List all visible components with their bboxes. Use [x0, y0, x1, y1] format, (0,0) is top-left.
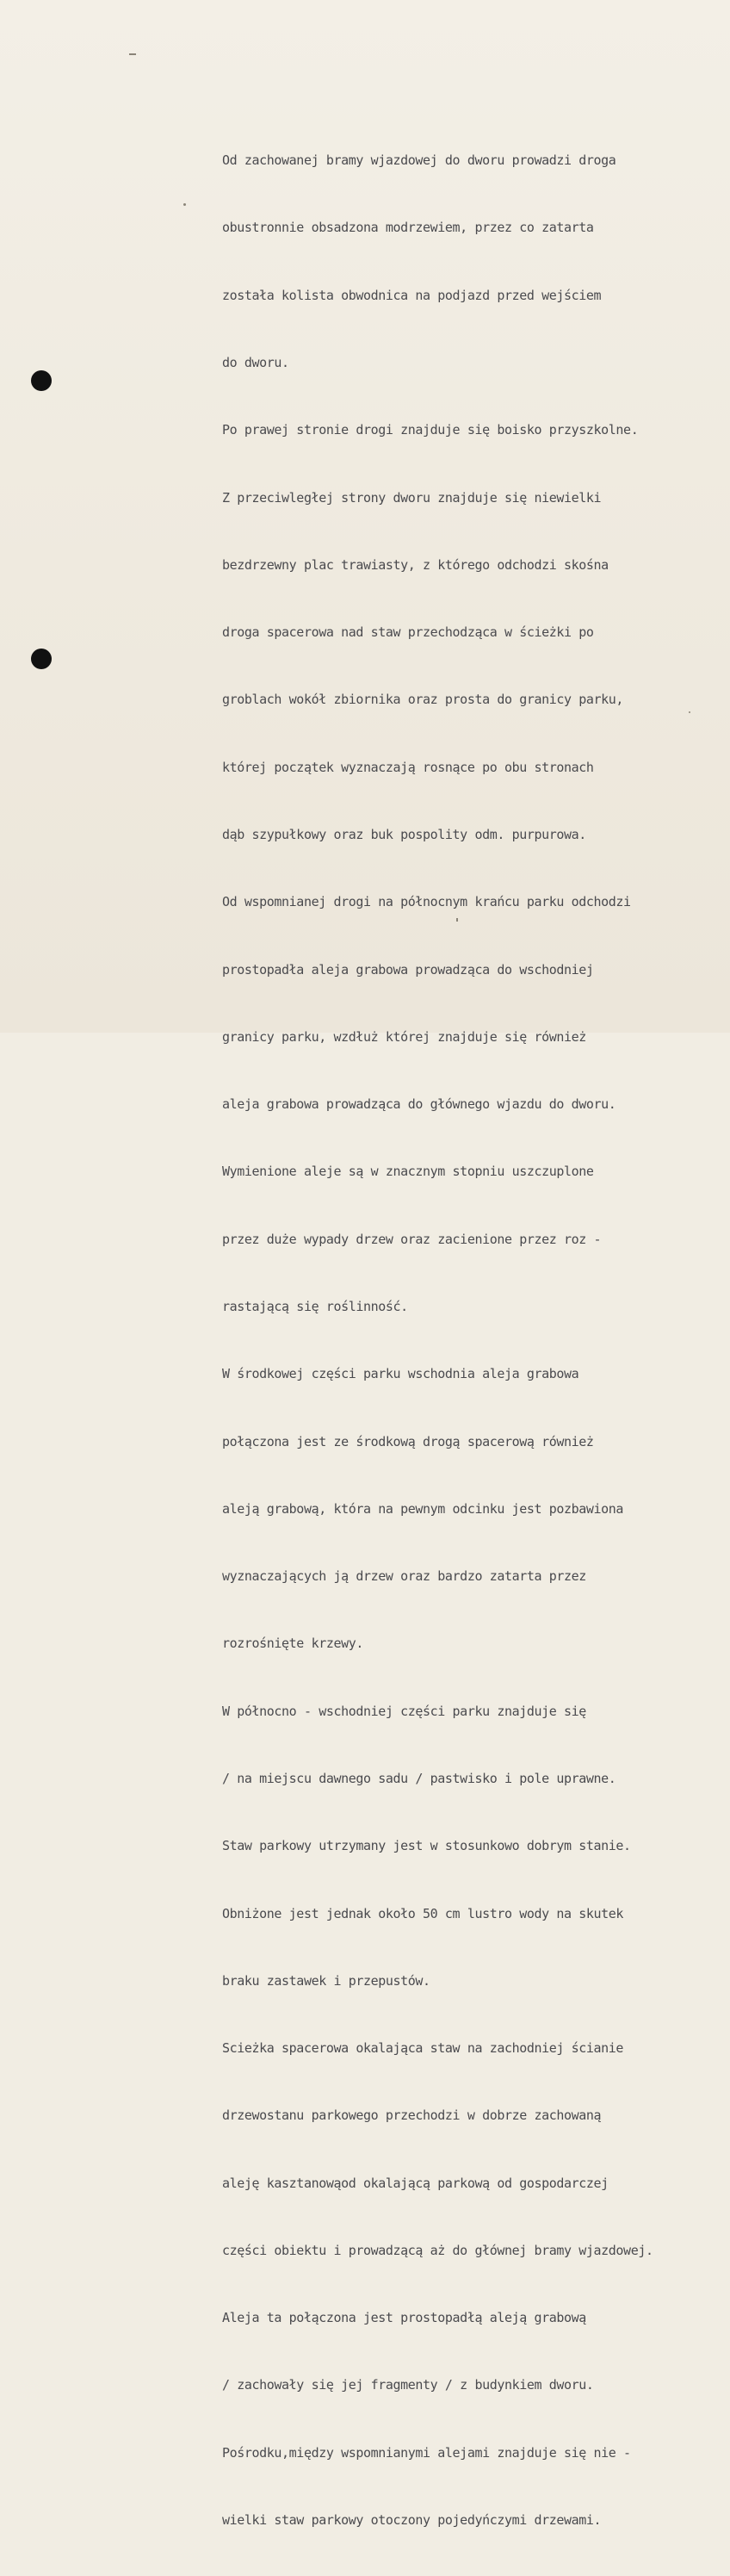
- text-line: której początek wyznaczają rosnące po obu stronach: [222, 759, 594, 775]
- text-line: Z przeciwległej strony dworu znajduje się niewielki: [222, 489, 602, 506]
- text-line: braku zastawek i przepustów.: [222, 1972, 430, 1989]
- text-line: prostopadła aleja grabowa prowadząca do wschodniej: [222, 961, 594, 978]
- text-line: połączona jest ze środkową drogą spacerową również: [222, 1433, 594, 1449]
- text-line: Scieżka spacerowa okalająca staw na zachodniej ścianie: [222, 2040, 624, 2057]
- text-line: Wymienione aleje są w znacznym stopniu uszczuplone: [222, 1164, 594, 1180]
- text-line: wielki staw parkowy otoczony pojedyńczymi drzewami.: [222, 2512, 602, 2529]
- text-line: wyznaczających ją drzew oraz bardzo zatarta przez: [222, 1568, 586, 1585]
- text-line: części obiektu i prowadzącą aż do głównej bramy wjazdowej.: [222, 2242, 653, 2258]
- text-line: Staw parkowy utrzymany jest w stosunkowo dobrym stanie.: [222, 1838, 631, 1854]
- text-line: Od zachowanej bramy wjazdowej do dworu prowadzi droga: [222, 152, 616, 169]
- text-line: W środkowej części parku wschodnia aleja grabowa: [222, 1366, 579, 1382]
- text-line: granicy parku, wzdłuż której znajduje się również: [222, 1028, 586, 1045]
- text-line: groblach wokół zbiornika oraz prosta do granicy parku,: [222, 692, 624, 708]
- text-line: została kolista obwodnica na podjazd przed wejściem: [222, 287, 602, 303]
- text-line: Obniżone jest jednak około 50 cm lustro wody na skutek: [222, 1905, 624, 1921]
- text-line: aleja grabowa prowadząca do głównego wjazdu do dworu.: [222, 1096, 616, 1113]
- text-line: Po prawej stronie drogi znajduje się boisko przyszkolne.: [222, 422, 639, 438]
- text-line: rozrośnięte krzewy.: [222, 1636, 363, 1652]
- text-line: rastającą się roślinność.: [222, 1298, 408, 1314]
- text-line: W północno - wschodniej części parku znajduje się: [222, 1703, 586, 1719]
- text-line: Aleja ta połączona jest prostopadłą aleją grabową: [222, 2310, 586, 2326]
- text-line: / zachowały się jej fragmenty / z budynkiem dworu.: [222, 2377, 594, 2393]
- punch-hole: [31, 370, 52, 391]
- text-line: droga spacerowa nad staw przechodząca w ścieżki po: [222, 624, 594, 641]
- text-line: Od wspomnianej drogi na północnym krańcu parku odchodzi: [222, 894, 631, 910]
- paper-mark: [183, 203, 186, 206]
- text-line: aleję kasztanowąod okalającą parkową od gospodarczej: [222, 2175, 609, 2191]
- text-line: / na miejscu dawnego sadu / pastwisko i pole uprawne.: [222, 1770, 616, 1786]
- punch-hole: [31, 649, 52, 669]
- paper-mark: [129, 53, 136, 55]
- text-line: dąb szypułkowy oraz buk pospolity odm. purpurowa.: [222, 827, 586, 842]
- text-line: obustronnie obsadzona modrzewiem, przez co zatarta: [222, 220, 594, 236]
- text-line: Pośrodku,między wspomnianymi alejami znajduje się nie -: [222, 2444, 631, 2461]
- text-line: do dworu.: [222, 355, 289, 371]
- typewritten-text: [222, 104, 721, 2576]
- text-line: aleją grabową, która na pewnym odcinku jest pozbawiona: [222, 1500, 624, 1517]
- text-line: drzewostanu parkowego przechodzi w dobrze zachowaną: [222, 2107, 602, 2124]
- text-line: bezdrzewny plac trawiasty, z którego odchodzi skośna: [222, 556, 609, 573]
- text-line: przez duże wypady drzew oraz zacienione przez roz -: [222, 1231, 602, 1247]
